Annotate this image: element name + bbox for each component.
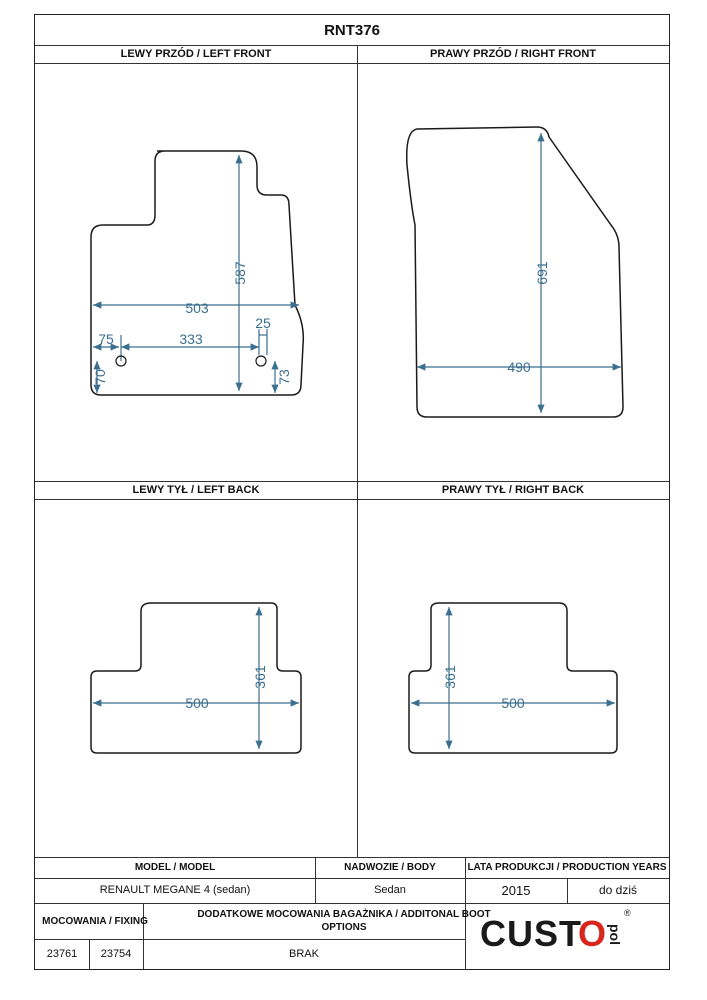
section-right-back-label: PRAWY TYŁ / RIGHT BACK [441,484,585,496]
fixing-header: MOCOWANIA / FIXING [42,915,148,927]
logo-graphic [444,900,664,962]
left-back-mat-outline [91,603,301,753]
product-code: RNT376 [324,21,380,39]
dim-right-front-width: 490 [507,359,531,375]
logo-registered: ® [624,908,631,918]
dim-left-front-hole-offset: 75 [98,331,114,347]
fixing-code-1: 23761 [46,947,78,960]
model-header: MODEL / MODEL [134,862,216,873]
dim-left-front-hole-right: 25 [255,315,271,331]
dim-right-back-height: 361 [442,665,458,689]
section-right-front-label: PRAWY PRZÓD / RIGHT FRONT [429,48,597,60]
dim-right-back-width: 500 [501,695,525,711]
body-header: NADWOZIE / BODY [344,862,436,873]
model-value: RENAULT MEGANE 4 (sedan) [99,884,251,896]
boot-options-header: DODATKOWE MOCOWANIA BAGAŻNIKA / ADDITONAL BOOT OPTIONS [197,909,491,933]
dim-left-back-height: 361 [252,665,268,689]
dim-left-front-height: 587 [232,261,248,285]
dim-left-front-width: 503 [185,300,209,316]
fixing-hole [256,356,266,366]
years-header: LATA PRODUKCJI / PRODUCTION YEARS [467,862,667,873]
custopol-logo [444,900,664,962]
right-back-mat-outline [409,603,617,753]
dim-right-front-height: 691 [534,261,550,285]
year-to: do dziś [598,883,638,897]
logo-text-main: CUST [480,913,582,954]
body-value: Sedan [374,884,406,896]
logo-text-small: pol [607,924,623,945]
dim-left-back-width: 500 [185,695,209,711]
section-left-back-label: LEWY TYŁ / LEFT BACK [132,484,260,496]
dim-left-front-hole-height-left: 70 [92,369,108,385]
boot-options-value: BRAK [289,947,319,960]
logo-text-o: O [578,913,607,954]
fixing-code-2: 23754 [100,947,132,960]
left-front-mat-outline [91,151,303,395]
spec-sheet [34,14,670,970]
dim-left-front-hole-spacing: 333 [179,331,203,347]
section-left-front-label: LEWY PRZÓD / LEFT FRONT [120,48,272,60]
dim-left-front-hole-height-right: 73 [276,369,292,385]
mat-drawings [35,15,669,857]
year-from: 2015 [501,883,531,898]
